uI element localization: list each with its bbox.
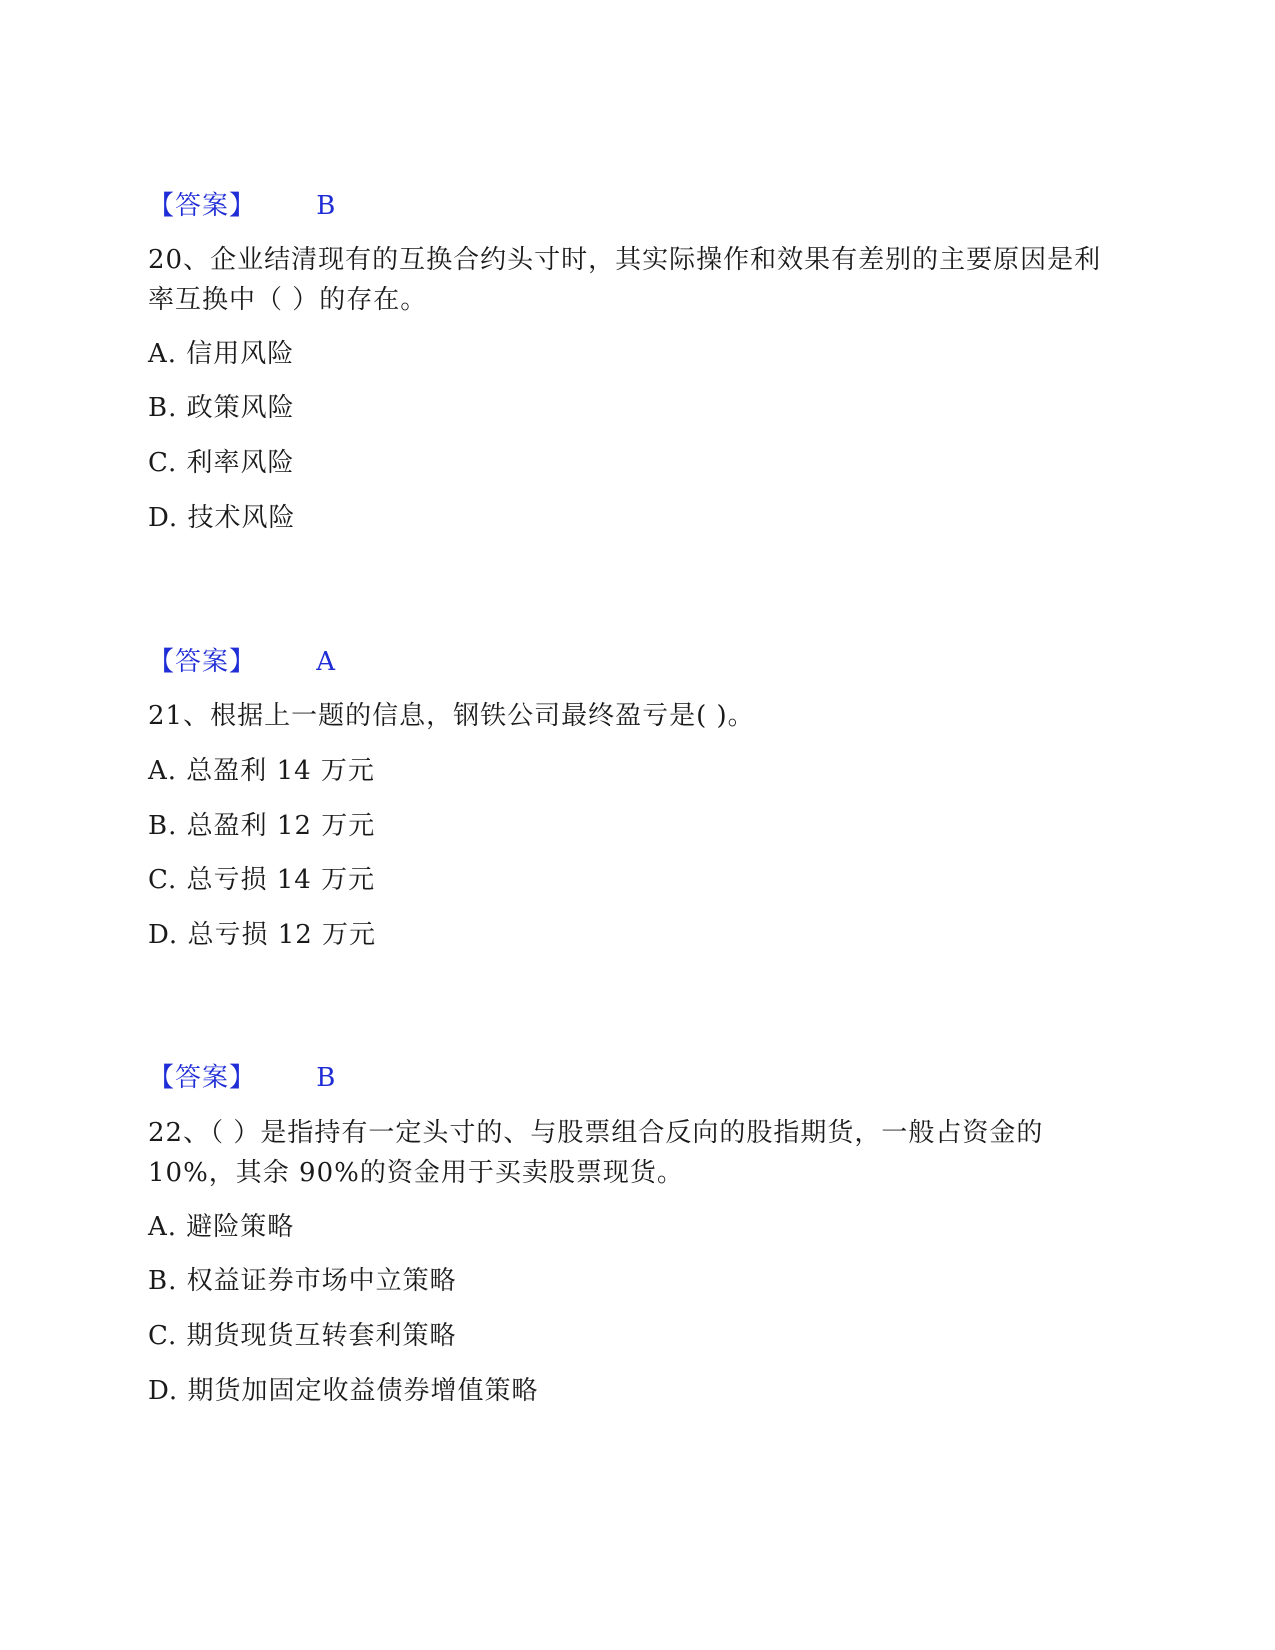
option-d: D. 技术风险 [148, 503, 296, 533]
option-b: B. 政策风险 [148, 393, 295, 423]
option-c: C. 总亏损 14 万元 [148, 865, 376, 895]
answer-value: A [316, 647, 336, 677]
option-b: B. 权益证券市场中立策略 [148, 1266, 457, 1296]
option-c: C. 期货现货互转套利策略 [148, 1321, 457, 1351]
question-stem: 21、根据上一题的信息，钢铁公司最终盈亏是( )。 [148, 701, 755, 731]
answer-label: 【答案】 [148, 191, 257, 221]
question-stem: 20、企业结清现有的互换合约头寸时，其实际操作和效果有差别的主要原因是利率互换中（ ）的存在。 [148, 245, 1102, 315]
option-c: C. 利率风险 [148, 448, 295, 478]
answer-line [148, 642, 335, 682]
question-stem: 22、（ ）是指持有一定头寸的、与股票组合反向的股指期货，一般占资金的 10%，其余 90%的资金用于买卖股票现货。 [148, 1118, 1044, 1188]
option-d: D. 期货加固定收益债券增值策略 [148, 1376, 539, 1406]
answer-label: 【答案】 [148, 1063, 257, 1093]
answer-value: B [316, 191, 336, 221]
option-a: A. 信用风险 [148, 339, 295, 369]
option-b: B. 总盈利 12 万元 [148, 811, 376, 841]
answer-line [148, 186, 335, 226]
option-a: A. 总盈利 14 万元 [148, 756, 375, 786]
option-d: D. 总亏损 12 万元 [148, 920, 377, 950]
answer-line [148, 1058, 335, 1098]
answer-label: 【答案】 [148, 647, 257, 677]
option-a: A. 避险策略 [148, 1212, 295, 1242]
answer-value: B [316, 1063, 336, 1093]
